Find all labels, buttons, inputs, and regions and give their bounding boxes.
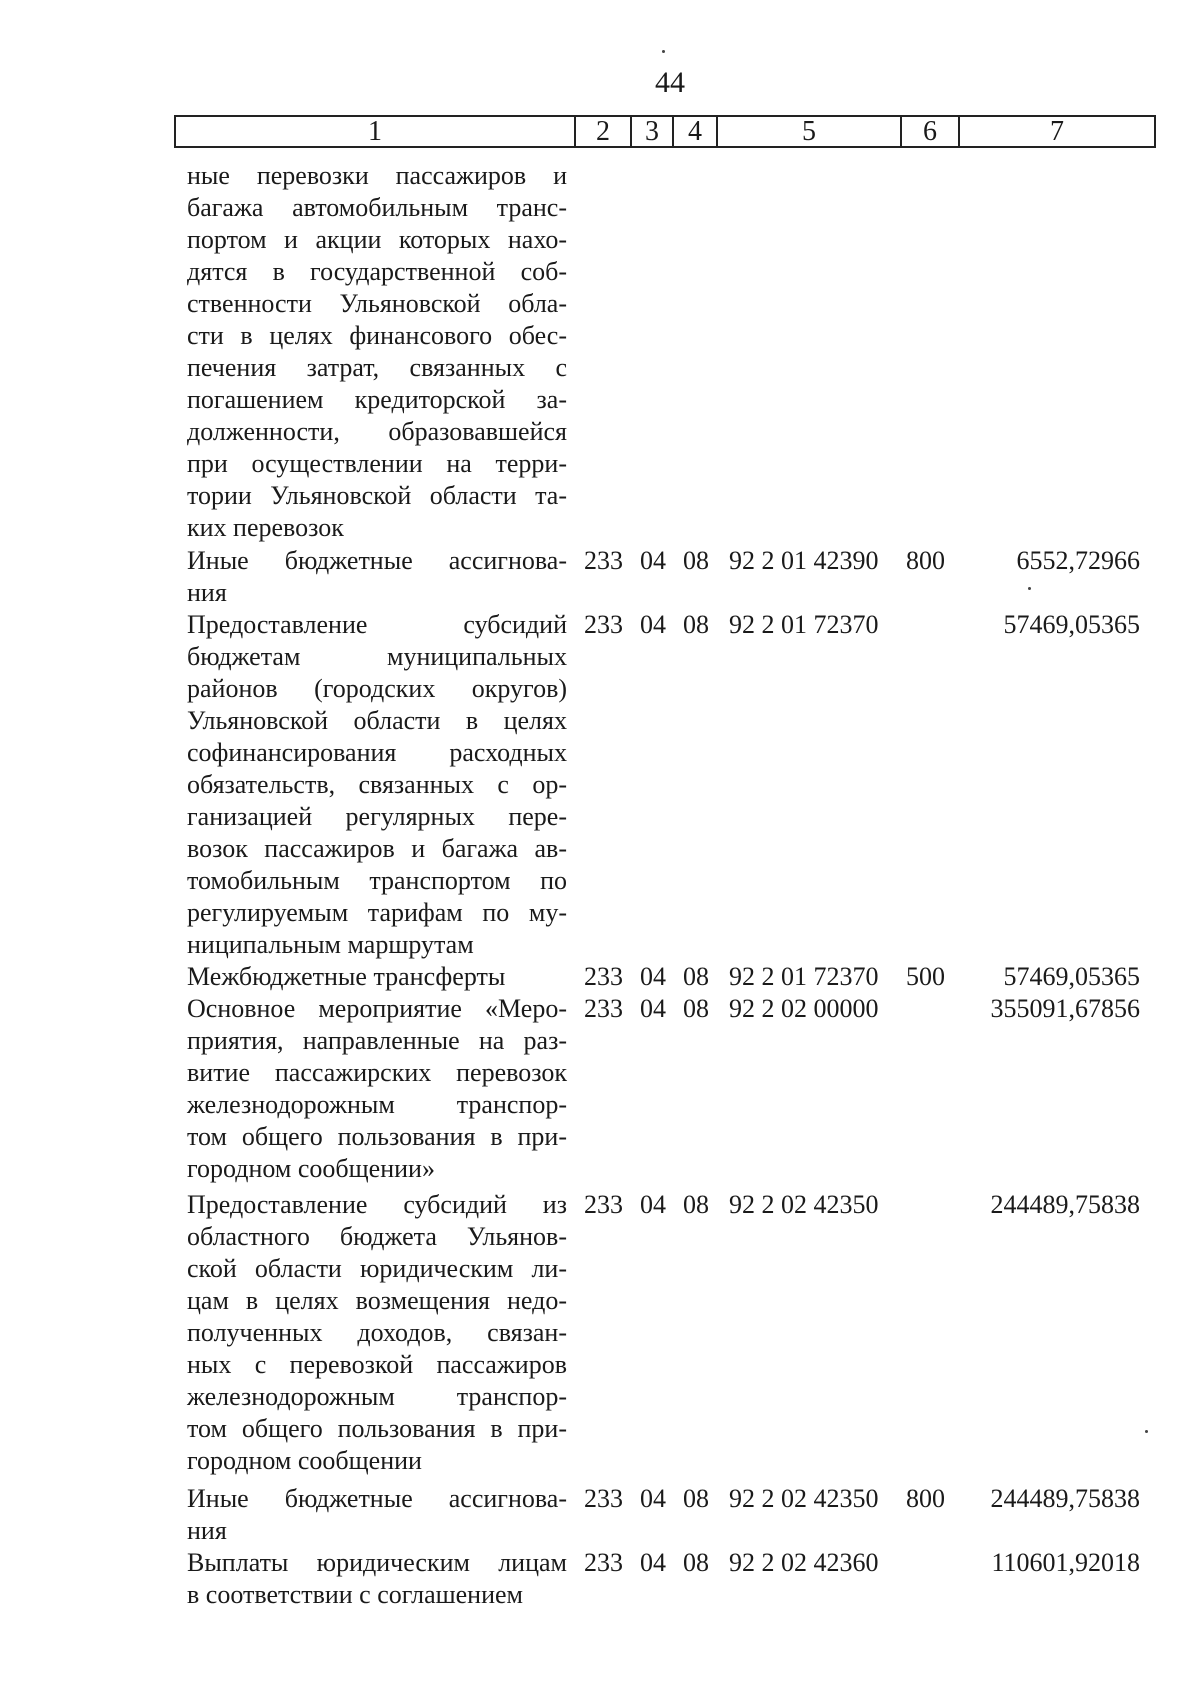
description-line: портом и акции которых нахо- <box>187 225 567 254</box>
chapter-code: 233 <box>584 962 623 991</box>
amount: 57469,05365 <box>1003 962 1140 991</box>
chapter-code: 233 <box>584 1484 623 1513</box>
description-line: железнодорожным транспор- <box>187 1382 567 1411</box>
description-line: железнодорожным транспор- <box>187 1090 567 1119</box>
subsection-code: 08 <box>683 994 709 1023</box>
amount: 355091,67856 <box>990 994 1140 1023</box>
scan-speck <box>1145 1430 1148 1433</box>
subsection-code: 08 <box>683 610 709 639</box>
column-header-6: 6 <box>902 117 960 146</box>
target-article-code: 92 2 01 42390 <box>729 546 879 575</box>
description-line: том общего пользования в при- <box>187 1122 567 1151</box>
section-code: 04 <box>640 994 666 1023</box>
description-line: Выплаты юридическим лицам <box>187 1548 567 1577</box>
subsection-code: 08 <box>683 1190 709 1219</box>
description-line: районов (городских округов) <box>187 674 567 703</box>
description-line: сти в целях финансового обес- <box>187 321 567 350</box>
description-line: бюджетам муниципальных <box>187 642 567 671</box>
chapter-code: 233 <box>584 1548 623 1577</box>
row-description <box>187 609 567 961</box>
section-code: 04 <box>640 610 666 639</box>
description-line: приятия, направленные на раз- <box>187 1026 567 1055</box>
description-line: ных с перевозкой пассажиров <box>187 1350 567 1379</box>
row-description <box>187 1483 567 1547</box>
description-line: Ульяновской области в целях <box>187 706 567 735</box>
description-line: печения затрат, связанных с <box>187 353 567 382</box>
description-line: погашением кредиторской за- <box>187 385 567 414</box>
description-line: цам в целях возмещения недо- <box>187 1286 567 1315</box>
subsection-code: 08 <box>683 1548 709 1577</box>
expense-type-code: 500 <box>906 962 945 991</box>
description-line: витие пассажирских перевозок <box>187 1058 567 1087</box>
amount: 244489,75838 <box>990 1190 1140 1219</box>
description-line: томобильным транспортом по <box>187 866 567 895</box>
subsection-code: 08 <box>683 1484 709 1513</box>
column-header-5: 5 <box>718 117 902 146</box>
description-line: городном сообщении <box>187 1446 422 1475</box>
section-code: 04 <box>640 1190 666 1219</box>
description-line: полученных доходов, связан- <box>187 1318 567 1347</box>
description-line: регулируемым тарифам по му- <box>187 898 567 927</box>
target-article-code: 92 2 02 42360 <box>729 1548 879 1577</box>
target-article-code: 92 2 02 00000 <box>729 994 879 1023</box>
description-line: софинансирования расходных <box>187 738 567 767</box>
row-description <box>187 1547 567 1611</box>
target-article-code: 92 2 01 72370 <box>729 610 879 639</box>
description-line: Предоставление субсидий <box>187 610 567 639</box>
amount: 57469,05365 <box>1003 610 1140 639</box>
subsection-code: 08 <box>683 546 709 575</box>
column-header-1: 1 <box>176 117 576 146</box>
section-code: 04 <box>640 546 666 575</box>
description-line: Основное мероприятие «Меро- <box>187 994 567 1023</box>
description-line: возок пассажиров и багажа ав- <box>187 834 567 863</box>
expense-type-code: 800 <box>906 1484 945 1513</box>
description-line: дятся в государственной соб- <box>187 257 567 286</box>
target-article-code: 92 2 02 42350 <box>729 1484 879 1513</box>
chapter-code: 233 <box>584 546 623 575</box>
amount: 244489,75838 <box>990 1484 1140 1513</box>
column-header-3: 3 <box>632 117 674 146</box>
description-line: ких перевозок <box>187 513 344 542</box>
amount: 110601,92018 <box>991 1548 1140 1577</box>
description-line: Иные бюджетные ассигнова- <box>187 546 567 575</box>
chapter-code: 233 <box>584 1190 623 1219</box>
description-line: багажа автомобильным транс- <box>187 193 567 222</box>
target-article-code: 92 2 02 42350 <box>729 1190 879 1219</box>
description-line: ниципальным маршрутам <box>187 930 474 959</box>
description-line: ганизацией регулярных пере- <box>187 802 567 831</box>
amount: 6552,72966 <box>1016 546 1140 575</box>
row-description <box>187 545 567 609</box>
description-line: в соответствии с соглашением <box>187 1580 524 1609</box>
description-line: ные перевозки пассажиров и <box>187 161 567 190</box>
row-description <box>187 961 567 993</box>
chapter-code: 233 <box>584 610 623 639</box>
row-description <box>187 1189 567 1477</box>
section-code: 04 <box>640 962 666 991</box>
scan-speck <box>662 50 665 53</box>
description-line: Предоставление субсидий из <box>187 1190 567 1219</box>
description-line: том общего пользования в при- <box>187 1414 567 1443</box>
description-line: городном сообщении» <box>187 1154 435 1183</box>
description-line: ния <box>187 1516 227 1545</box>
row-description <box>187 160 567 544</box>
scan-speck <box>1028 587 1031 590</box>
description-line: долженности, образовавшейся <box>187 417 567 446</box>
description-line: Иные бюджетные ассигнова- <box>187 1484 567 1513</box>
section-code: 04 <box>640 1548 666 1577</box>
expense-type-code: 800 <box>906 546 945 575</box>
target-article-code: 92 2 01 72370 <box>729 962 879 991</box>
page-number: 44 <box>655 66 685 99</box>
description-line: ской области юридическим ли- <box>187 1254 567 1283</box>
subsection-code: 08 <box>683 962 709 991</box>
description-line: тории Ульяновской области та- <box>187 481 567 510</box>
column-header-4: 4 <box>674 117 718 146</box>
description-line: ственности Ульяновской обла- <box>187 289 567 318</box>
description-line: областного бюджета Ульянов- <box>187 1222 567 1251</box>
description-line: ния <box>187 578 227 607</box>
description-line: Межбюджетные трансферты <box>187 962 506 991</box>
row-description <box>187 993 567 1185</box>
section-code: 04 <box>640 1484 666 1513</box>
column-header-7: 7 <box>1050 116 1064 147</box>
chapter-code: 233 <box>584 994 623 1023</box>
column-header-2: 2 <box>576 117 632 146</box>
description-line: при осуществлении на терри- <box>187 449 567 478</box>
description-line: обязательств, связанных с ор- <box>187 770 567 799</box>
